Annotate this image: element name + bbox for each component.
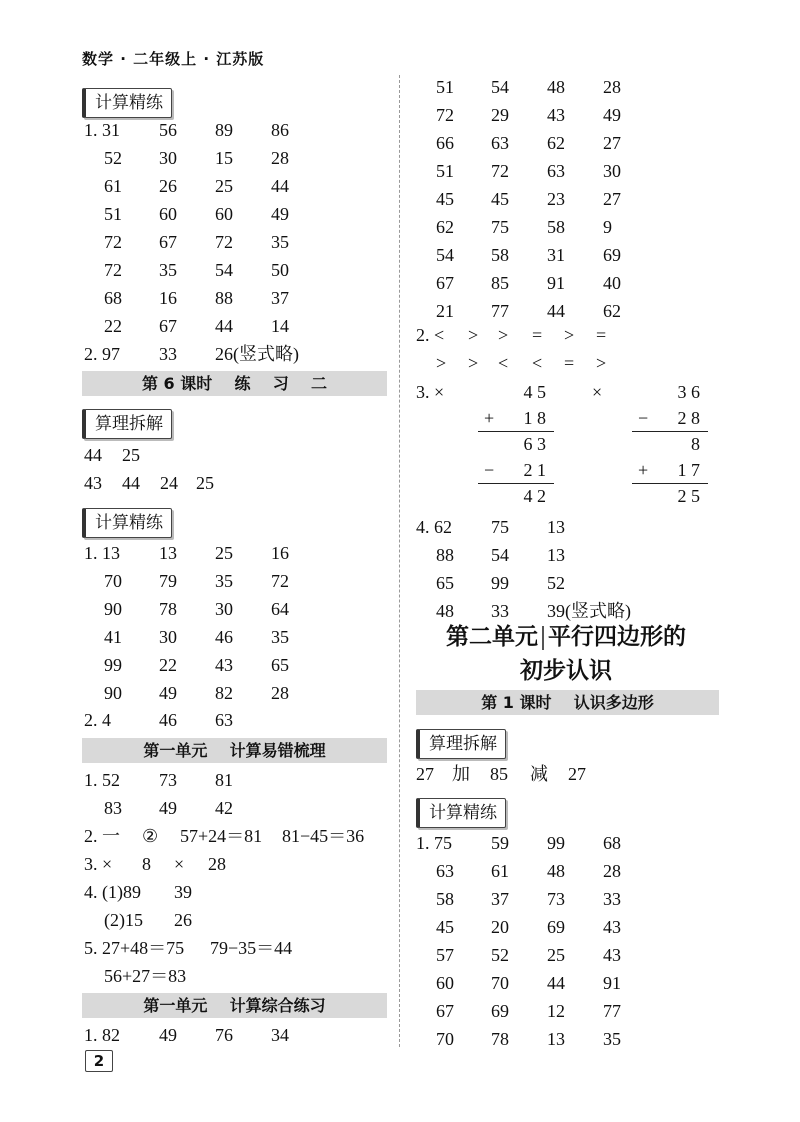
answer-cell: 63: [436, 861, 454, 881]
answer-cell: 28: [208, 854, 226, 874]
answer-cell: 减: [530, 764, 548, 784]
answer-row: [84, 679, 384, 707]
compare-row-2: [416, 349, 696, 377]
answer-row: [84, 172, 384, 200]
answer-row: [84, 1021, 384, 1049]
answer-cell: 43: [603, 945, 621, 965]
answer-cell: 79: [159, 571, 177, 591]
answer-cell: 30: [603, 161, 621, 181]
answer-cell: 25: [196, 473, 214, 493]
answer-cell: 41: [104, 627, 122, 647]
answer-row: [416, 997, 716, 1025]
answer-row: [416, 1025, 716, 1053]
answer-cell: 99: [104, 655, 122, 675]
answer-row: [436, 269, 736, 297]
vertical-calc-2-line3: 8: [691, 434, 700, 454]
answer-cell: 72: [491, 161, 509, 181]
answer-cell: 46: [215, 627, 233, 647]
answer-cell: 42: [215, 798, 233, 818]
unit-title: [416, 621, 716, 653]
answer-cell: 43: [215, 655, 233, 675]
answer-cell: >: [596, 353, 607, 373]
answer-cell: 56+27＝83: [104, 966, 187, 986]
answer-cell: <: [498, 353, 509, 373]
answer-cell: 62: [603, 301, 621, 321]
answer-row: [416, 857, 716, 885]
vertical-calc-2-line5: 2 5: [677, 486, 700, 506]
answer-cell: 加: [452, 764, 470, 784]
answer-cell: 43: [603, 917, 621, 937]
answer-row-q2: [84, 706, 384, 734]
answer-cell: 43: [84, 473, 102, 493]
answer-row: [84, 595, 384, 623]
answer-cell: 82: [215, 683, 233, 703]
answer-cell: 49: [159, 1025, 177, 1045]
answer-cell: 33: [491, 601, 509, 621]
unit-title-line2: 初步认识: [520, 657, 612, 684]
column-divider: [399, 75, 400, 1047]
answer-cell: 25: [122, 445, 140, 465]
answer-cell: 30: [159, 627, 177, 647]
answer-cell: 44: [84, 445, 102, 465]
answer-cell: 99: [547, 833, 565, 853]
answer-cell: 13: [159, 543, 177, 563]
answer-cell: 52: [491, 945, 509, 965]
answer-cell: 25: [547, 945, 565, 965]
answer-cell: 81−45＝36: [282, 826, 365, 846]
answer-cell: 20: [491, 917, 509, 937]
answer-row: [84, 794, 384, 822]
answer-cell: 26: [159, 176, 177, 196]
answer-row: [416, 969, 716, 997]
answer-cell: 1. 13: [84, 543, 120, 563]
answer-cell: 28: [271, 148, 289, 168]
answer-cell: 39: [174, 882, 192, 902]
answer-row: [416, 941, 716, 969]
answer-row: [84, 228, 384, 256]
answer-row: [84, 469, 384, 497]
section-tag-principle: 算理拆解: [82, 409, 172, 439]
answer-cell: 37: [491, 889, 509, 909]
answer-cell: 62: [436, 217, 454, 237]
answer-row: [416, 913, 716, 941]
answer-cell: 1. 82: [84, 1025, 120, 1045]
answer-row: [436, 129, 736, 157]
answer-cell: 49: [603, 105, 621, 125]
answer-cell: 43: [547, 105, 565, 125]
answer-cell: 12: [547, 1001, 565, 1021]
answer-row: [416, 541, 716, 569]
answer-cell: 25: [215, 543, 233, 563]
answer-cell: ×: [174, 854, 185, 874]
answer-cell: 89: [215, 120, 233, 140]
answer-cell: 28: [271, 683, 289, 703]
answer-cell: 26(竖式略): [215, 344, 299, 364]
answer-cell: 29: [491, 105, 509, 125]
page-number: 2: [85, 1050, 113, 1072]
answer-cell: 4. (1)89: [84, 882, 141, 902]
answer-cell: 23: [547, 189, 565, 209]
unit-title-part-a: 第二单元: [446, 623, 538, 650]
answer-cell: 37: [271, 288, 289, 308]
answer-row: [84, 850, 384, 878]
answer-cell: 4. 62: [416, 517, 452, 537]
section-tag-calc-practice: 计算精练: [82, 508, 172, 538]
vertical-calc-1-line2: 1 8: [523, 408, 546, 428]
answer-cell: =: [532, 325, 543, 345]
answer-cell: 45: [436, 189, 454, 209]
answer-cell: 51: [104, 204, 122, 224]
answer-cell: 33: [159, 344, 177, 364]
answer-cell: 67: [436, 1001, 454, 1021]
answer-cell: 67: [436, 273, 454, 293]
answer-cell: 14: [271, 316, 289, 336]
answer-cell: 70: [436, 1029, 454, 1049]
answer-cell: 1. 52: [84, 770, 120, 790]
answer-row: [436, 101, 736, 129]
answer-cell: 61: [491, 861, 509, 881]
answer-row: [436, 157, 736, 185]
answer-cell: 35: [215, 571, 233, 591]
answer-row: [436, 185, 736, 213]
answer-cell: 2. 一: [84, 826, 120, 846]
answer-cell: 85: [491, 273, 509, 293]
answer-row: [84, 766, 384, 794]
answer-cell: 67: [159, 232, 177, 252]
answer-row: [436, 213, 736, 241]
answer-row: [436, 73, 736, 101]
answer-cell: 73: [159, 770, 177, 790]
answer-cell: 27: [603, 133, 621, 153]
answer-cell: 49: [271, 204, 289, 224]
answer-cell: 54: [491, 545, 509, 565]
answer-row-q2: [84, 340, 384, 368]
answer-cell: 28: [603, 77, 621, 97]
compare-row-1: [416, 321, 696, 349]
answer-cell: 54: [491, 77, 509, 97]
answer-cell: 57: [436, 945, 454, 965]
answer-row: [84, 567, 384, 595]
answer-cell: 40: [603, 273, 621, 293]
answer-cell: 91: [547, 273, 565, 293]
answer-cell: 63: [547, 161, 565, 181]
answer-cell: 35: [603, 1029, 621, 1049]
answer-cell: 44: [547, 973, 565, 993]
answer-cell: 75: [491, 217, 509, 237]
answer-row: [84, 623, 384, 651]
answer-cell: 69: [491, 1001, 509, 1021]
answer-cell: 51: [436, 77, 454, 97]
answer-cell: 27: [568, 764, 586, 784]
answer-cell: 16: [271, 543, 289, 563]
section-tag-principle: 算理拆解: [416, 729, 506, 759]
answer-cell: 88: [215, 288, 233, 308]
answer-row: [84, 878, 384, 906]
answer-cell: 5. 27+48＝75: [84, 938, 185, 958]
answer-cell: 48: [547, 861, 565, 881]
answer-cell: 34: [271, 1025, 289, 1045]
answer-cell: 90: [104, 599, 122, 619]
answer-cell: 9: [603, 217, 612, 237]
answer-cell: 44: [215, 316, 233, 336]
answer-cell: 48: [547, 77, 565, 97]
answer-cell: 69: [603, 245, 621, 265]
answer-cell: 72: [215, 232, 233, 252]
answer-cell: 3. ×: [84, 854, 113, 874]
q3-cross-mark: ×: [592, 382, 603, 402]
answer-cell: 21: [436, 301, 454, 321]
answer-cell: 49: [159, 798, 177, 818]
answer-cell: 76: [215, 1025, 233, 1045]
answer-cell: 22: [104, 316, 122, 336]
answer-cell: 44: [271, 176, 289, 196]
answer-cell: 35: [271, 627, 289, 647]
lesson-bar-1: 第 1 课时 认识多边形: [416, 690, 719, 715]
page-header: 数学 · 二年级上 · 江苏版: [82, 50, 265, 68]
answer-row: [84, 284, 384, 312]
answer-cell: 85: [490, 764, 508, 784]
answer-cell: <: [532, 353, 543, 373]
answer-cell: 86: [271, 120, 289, 140]
answer-cell: >: [468, 353, 479, 373]
answer-cell: 72: [271, 571, 289, 591]
answer-cell: 52: [104, 148, 122, 168]
q3-label: 3. ×: [416, 382, 445, 402]
answer-cell: 63: [215, 710, 233, 730]
answer-cell: 45: [491, 189, 509, 209]
answer-cell: 91: [603, 973, 621, 993]
answer-cell: 75: [491, 517, 509, 537]
answer-cell: 50: [271, 260, 289, 280]
vertical-calc-1-line3: 6 3: [523, 434, 546, 454]
answer-cell: 61: [104, 176, 122, 196]
answer-cell: 77: [603, 1001, 621, 1021]
answer-cell: 39(竖式略): [547, 601, 631, 621]
vertical-calc-2-line2: 2 8: [677, 408, 700, 428]
answer-cell: 25: [215, 176, 233, 196]
answer-row: [84, 962, 384, 990]
answer-cell: 79−35＝44: [210, 938, 293, 958]
answer-cell: 31: [547, 245, 565, 265]
answer-cell: 13: [547, 517, 565, 537]
answer-cell: 58: [547, 217, 565, 237]
answer-cell: 83: [104, 798, 122, 818]
answer-cell: 66: [436, 133, 454, 153]
answer-cell: 58: [436, 889, 454, 909]
answer-cell: 33: [603, 889, 621, 909]
answer-cell: 46: [159, 710, 177, 730]
answer-cell: 44: [547, 301, 565, 321]
vertical-calc-2-line1: 3 6: [677, 382, 700, 402]
answer-cell: 65: [271, 655, 289, 675]
vertical-calc-2-op: +: [638, 460, 649, 480]
answer-cell: 72: [104, 260, 122, 280]
answer-cell: 30: [215, 599, 233, 619]
answer-cell: 51: [436, 161, 454, 181]
answer-cell: =: [564, 353, 575, 373]
answer-cell: 26: [174, 910, 192, 930]
answer-row: [84, 906, 384, 934]
answer-cell: 28: [603, 861, 621, 881]
answer-cell: 81: [215, 770, 233, 790]
answer-cell: 77: [491, 301, 509, 321]
vertical-calc-1-line4: 2 1: [523, 460, 546, 480]
answer-cell: 78: [159, 599, 177, 619]
answer-cell: 60: [436, 973, 454, 993]
answer-cell: =: [596, 325, 607, 345]
answer-cell: >: [468, 325, 479, 345]
vertical-calc-1-line1: 4 5: [523, 382, 546, 402]
answer-cell: 2. 97: [84, 344, 120, 364]
answer-cell: >: [564, 325, 575, 345]
unit-review-bar: 第一单元 计算易错梳理: [82, 738, 387, 763]
answer-cell: 13: [547, 1029, 565, 1049]
answer-cell: >: [498, 325, 509, 345]
answer-cell: (2)15: [104, 910, 143, 930]
answer-cell: 27: [416, 764, 434, 784]
answer-row: [416, 829, 716, 857]
vertical-calc-1-op: +: [484, 408, 495, 428]
answer-row: [84, 200, 384, 228]
answer-row: [84, 539, 384, 567]
answer-cell: 60: [215, 204, 233, 224]
answer-row: [436, 241, 736, 269]
section-tag-calc-practice: 计算精练: [416, 798, 506, 828]
answer-row: [84, 116, 384, 144]
answer-cell: 68: [603, 833, 621, 853]
answer-cell: 58: [491, 245, 509, 265]
answer-row: [416, 569, 716, 597]
answer-cell: 35: [159, 260, 177, 280]
answer-cell: 65: [436, 573, 454, 593]
answer-cell: >: [436, 353, 447, 373]
answer-cell: 2. <: [416, 325, 445, 345]
answer-cell: 64: [271, 599, 289, 619]
answer-row: [416, 885, 716, 913]
answer-cell: 44: [122, 473, 140, 493]
unit-comprehensive-bar: 第一单元 计算综合练习: [82, 993, 387, 1018]
answer-row: [84, 934, 394, 962]
vertical-calc-2-line4: 1 7: [677, 460, 700, 480]
answer-cell: 78: [491, 1029, 509, 1049]
answer-cell: 90: [104, 683, 122, 703]
answer-cell: 48: [436, 601, 454, 621]
answer-row: [416, 760, 716, 788]
vertical-calc-2-op: −: [638, 408, 649, 428]
answer-cell: 70: [491, 973, 509, 993]
answer-cell: 88: [436, 545, 454, 565]
answer-cell: 70: [104, 571, 122, 591]
answer-row: [84, 822, 394, 850]
answer-cell: 8: [142, 854, 151, 874]
answer-row: [416, 513, 716, 541]
answer-cell: ②: [142, 826, 159, 846]
answer-cell: 22: [159, 655, 177, 675]
answer-cell: 63: [491, 133, 509, 153]
answer-cell: 15: [215, 148, 233, 168]
vertical-calc-1-line5: 4 2: [523, 486, 546, 506]
answer-cell: 1. 75: [416, 833, 452, 853]
answer-cell: 73: [547, 889, 565, 909]
answer-cell: 67: [159, 316, 177, 336]
answer-row: [84, 312, 384, 340]
answer-row: [84, 441, 384, 469]
answer-cell: 54: [215, 260, 233, 280]
answer-cell: 54: [436, 245, 454, 265]
lesson-bar-6: 第 6 课时 练 习 二: [82, 371, 387, 396]
answer-cell: 24: [160, 473, 178, 493]
answer-cell: 13: [547, 545, 565, 565]
answer-cell: 69: [547, 917, 565, 937]
unit-title-separator: [542, 626, 544, 650]
answer-cell: 72: [436, 105, 454, 125]
answer-cell: 49: [159, 683, 177, 703]
answer-cell: 2. 4: [84, 710, 111, 730]
answer-row: [84, 144, 384, 172]
unit-title-part-b: 平行四边形的: [548, 623, 686, 650]
answer-cell: 99: [491, 573, 509, 593]
answer-cell: 56: [159, 120, 177, 140]
answer-cell: 27: [603, 189, 621, 209]
answer-cell: 57+24＝81: [180, 826, 263, 846]
answer-cell: 45: [436, 917, 454, 937]
answer-cell: 30: [159, 148, 177, 168]
answer-cell: 59: [491, 833, 509, 853]
section-tag-calc-practice: 计算精练: [82, 88, 172, 118]
answer-cell: 35: [271, 232, 289, 252]
answer-cell: 60: [159, 204, 177, 224]
answer-cell: 16: [159, 288, 177, 308]
answer-cell: 68: [104, 288, 122, 308]
vertical-calc-1-op: −: [484, 460, 495, 480]
answer-row: [84, 256, 384, 284]
answer-row: [84, 651, 384, 679]
answer-cell: 62: [547, 133, 565, 153]
answer-cell: 72: [104, 232, 122, 252]
answer-cell: 52: [547, 573, 565, 593]
answer-cell: 1. 31: [84, 120, 120, 140]
